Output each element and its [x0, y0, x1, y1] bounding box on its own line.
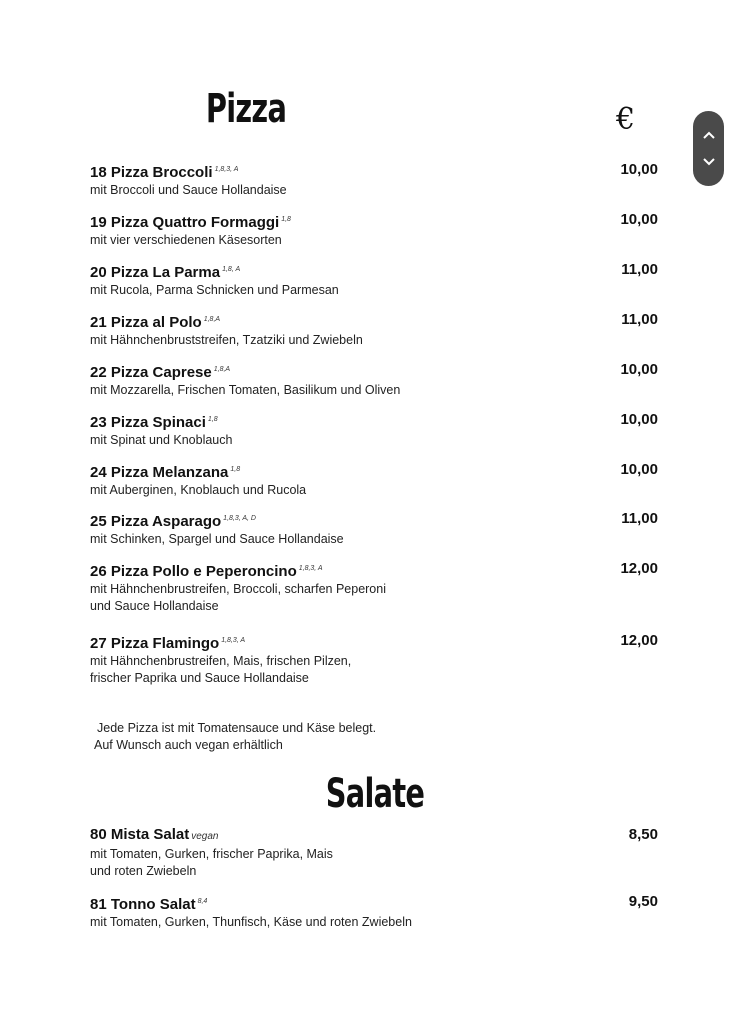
note-line: Jede Pizza ist mit Tomatensauce und Käse belegt.: [97, 721, 377, 735]
item-name: [90, 632, 658, 653]
scroll-down-button[interactable]: [693, 147, 724, 177]
chevron-down-icon: [702, 155, 716, 169]
item-allergens: 8,4: [197, 898, 208, 905]
item-price: 10,00: [620, 361, 658, 378]
item-price: 9,50: [628, 893, 658, 910]
item-description: mit Broccoli und Sauce Hollandaise: [90, 183, 287, 197]
item-title: 26 Pizza Pollo e Peperoncino: [90, 563, 297, 580]
item-name: [90, 411, 658, 432]
scroll-up-button[interactable]: [693, 120, 724, 150]
menu-item: [90, 261, 658, 299]
item-description: mit Mozzarella, Frischen Tomaten, Basilikum und Oliven: [90, 383, 401, 397]
menu-item: [90, 411, 658, 449]
menu-item: [90, 211, 658, 249]
item-description: mit Hähnchenbrustreifen, Mais, frischen Pilzen,: [90, 654, 352, 668]
menu-item: [90, 361, 658, 399]
item-title: 18 Pizza Broccoli: [90, 164, 213, 181]
item-name: [90, 261, 658, 282]
item-price: 11,00: [621, 510, 658, 527]
chevron-up-icon: [702, 128, 716, 142]
item-description: mit Tomaten, Gurken, Thunfisch, Käse und roten Zwiebeln: [90, 915, 412, 929]
item-name: [90, 361, 658, 382]
item-allergens: 1,8,3, A: [221, 637, 246, 644]
menu-item: [90, 461, 658, 499]
item-title: 23 Pizza Spinaci: [90, 414, 206, 431]
item-name: [90, 510, 658, 531]
item-allergens: 1,8, A: [222, 266, 241, 273]
item-description: mit Hähnchenbrustreifen, Broccoli, scharfen Peperoni: [90, 582, 386, 596]
item-description: mit vier verschiedenen Käsesorten: [90, 233, 282, 247]
item-price: 12,00: [620, 632, 658, 649]
menu-item: [90, 560, 658, 614]
currency-symbol: €: [616, 102, 636, 137]
item-name: [90, 461, 658, 482]
item-title: 25 Pizza Asparago: [90, 513, 222, 530]
item-allergens: 1,8: [230, 466, 241, 473]
item-allergens: 1,8,3, A: [298, 565, 323, 572]
item-price: 8,50: [628, 826, 658, 843]
note-line: Auf Wunsch auch vegan erhältlich: [94, 738, 283, 752]
item-price: 10,00: [620, 461, 658, 478]
menu-item: [90, 510, 658, 548]
item-price: 12,00: [620, 560, 658, 577]
item-title: 27 Pizza Flamingo: [90, 635, 220, 652]
item-description: und roten Zwiebeln: [90, 863, 197, 878]
item-allergens: 1,8,A: [203, 316, 221, 323]
item-name: [90, 311, 658, 332]
item-description: mit Schinken, Spargel und Sauce Hollandaise: [90, 532, 344, 546]
section-title-salate: Salate: [325, 771, 425, 817]
item-title: 20 Pizza La Parma: [90, 264, 221, 281]
item-title: 80 Mista Salat: [90, 826, 190, 843]
item-price: 11,00: [621, 261, 658, 278]
pizza-note: [94, 720, 376, 754]
item-name: [90, 161, 658, 182]
item-price: 11,00: [621, 311, 658, 328]
item-name: [90, 560, 658, 581]
item-allergens: 1,8: [207, 416, 218, 423]
section-title-pizza: Pizza: [205, 86, 287, 132]
item-description: mit Rucola, Parma Schnicken und Parmesan: [90, 283, 339, 297]
item-description: mit Tomaten, Gurken, frischer Paprika, Mais: [90, 847, 333, 861]
item-price: 10,00: [620, 211, 658, 228]
menu-item: [90, 311, 658, 349]
item-allergens: 1,8,A: [213, 366, 231, 373]
item-title: 22 Pizza Caprese: [90, 364, 212, 381]
item-name: [90, 211, 658, 232]
item-allergens: 1,8,3, A: [214, 166, 239, 173]
item-description: frischer Paprika und Sauce Hollandaise: [90, 670, 309, 685]
menu-item: [90, 893, 658, 931]
item-title: 21 Pizza al Polo: [90, 314, 202, 331]
item-title: 24 Pizza Melanzana: [90, 464, 229, 481]
scroll-control: [693, 111, 724, 186]
item-description: mit Auberginen, Knoblauch und Rucola: [90, 483, 307, 497]
item-allergens: 1,8,3, A, D: [223, 515, 256, 522]
item-allergens: 1,8: [281, 216, 291, 223]
item-title: 19 Pizza Quattro Formaggi: [90, 214, 280, 231]
menu-item: [90, 161, 658, 199]
item-price: 10,00: [620, 411, 658, 428]
item-description: mit Hähnchenbruststreifen, Tzatziki und Zwiebeln: [90, 333, 363, 347]
item-name: [90, 826, 658, 846]
item-description: und Sauce Hollandaise: [90, 598, 219, 613]
item-name: [90, 893, 658, 914]
menu-item: [90, 826, 658, 879]
item-description: mit Spinat und Knoblauch: [90, 433, 233, 447]
menu-item: [90, 632, 658, 686]
item-price: 10,00: [620, 161, 658, 178]
item-allergens: vegan: [191, 831, 219, 842]
item-title: 81 Tonno Salat: [90, 896, 196, 913]
